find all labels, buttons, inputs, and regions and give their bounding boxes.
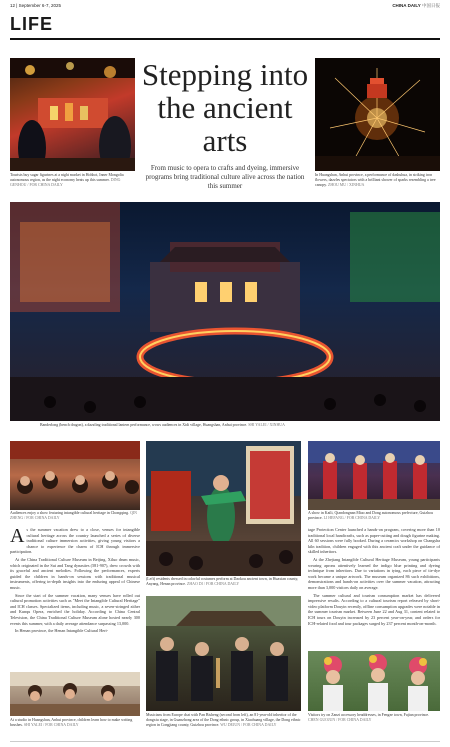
deck: From music to opera to crafts and dyeing, immersive programs bring traditional culture alive across the nation this summer xyxy=(145,164,305,190)
caption-text: Tourists buy sugar figurines at a night market in Hohhot, Inner Mongolia autonomous region, as the night economy heats up this summer. xyxy=(10,173,124,182)
headline: Stepping into the ancient arts xyxy=(141,57,309,158)
article-paragraph: At the China Traditional Culture Museum in Beijing, Xiluo drum music, which originated in the Sui and Tang dynasties (581-907), drew crowds with its graceful and ancient melodies. Following the performances, experts guided the children in hands-on sessions with traditional musical instruments, offering in-depth insights into the enduring appeal of Chinese music. xyxy=(10,556,140,590)
photo-brush-studio xyxy=(10,672,140,716)
iron-flowers-scene xyxy=(315,58,440,171)
dong-musicians-scene xyxy=(146,596,301,711)
henan-parade-scene xyxy=(146,441,301,576)
footer-rule xyxy=(10,741,440,742)
chongqing-audience-scene xyxy=(10,441,140,510)
article-column-3 xyxy=(308,527,440,647)
caption-brush-studio xyxy=(10,718,140,728)
caption-text: Banderlong (bench dragon), a dazzling traditional lantern performance, wows audiences in Xidi village, Huangshan, Anhui province. xyxy=(40,423,248,427)
caption-lantern-show xyxy=(40,423,420,428)
caption-credit: SHI YALEI / FOR CHINA DAILY xyxy=(23,723,79,727)
article-column-1 xyxy=(10,527,140,671)
article-paragraph: tage Protection Center launched a hands-on program, covering more than 10 traditional local handicrafts, such as paper-cutting and dough figurine making. All 60 sessions were fully booked. During a ceramics workshop on Changsha kiln tradition, children engaged with this ancient craft under the guidance of skilled inheritors. xyxy=(308,527,440,555)
photo-chongqing-show xyxy=(10,441,140,510)
caption-text: At a studio in Huangshan, Anhui province, children learn how to make writing brushes. xyxy=(10,718,133,727)
lantern-show-scene xyxy=(10,202,440,421)
photo-headdresses xyxy=(308,651,440,711)
caption-text: In Huangshan, Anhui province, a performance of dashuhua, in striking iron flowers, dazzles spectators with a brilliant shower of sparks resembling a tree canopy. xyxy=(315,173,436,187)
page-date: 12 | September 6-7, 2025 xyxy=(10,3,61,8)
drop-cap: A xyxy=(10,527,25,547)
caption-credit: WU DEJUN / FOR CHINA DAILY xyxy=(220,723,277,727)
photo-lantern-show xyxy=(10,202,440,421)
photo-night-market xyxy=(10,58,135,171)
caption-iron-flowers xyxy=(315,173,440,188)
article-paragraph: At the Zhejiang Intangible Cultural Heritage Museum, young participants wearing aprons attentively learned the indigo blue printing and dyeing technique from inheritors. Due to variations in tying, each piece of tie-dye work became a unique artwork. The museum organized 86 such exhibitions, demonstrations and hands-on activities over the summer vacation, attracting more than 3,000 visitors daily on average. xyxy=(308,556,440,590)
masthead-chinese-name: 中国日报 xyxy=(422,3,440,8)
caption-night-market xyxy=(10,173,135,188)
photo-henan-parade xyxy=(146,441,301,576)
kaili-stage-scene xyxy=(308,441,440,510)
caption-text: Visitors try on Zanzi accessory headdresses, in Fengze town, Fujian province. xyxy=(308,713,430,717)
brush-studio-scene xyxy=(10,672,140,716)
caption-credit: SHI YALEI / XINHUA xyxy=(248,423,285,427)
photo-kaili-show xyxy=(308,441,440,510)
photo-dong-musicians xyxy=(146,596,301,711)
article-paragraph: In Henan province, the Henan Intangible Cultural Heri- xyxy=(15,628,109,634)
photo-iron-flowers xyxy=(315,58,440,171)
caption-credit: LI HEFANG / FOR CHINA DAILY xyxy=(323,516,381,520)
caption-credit: DING GENHOU / FOR CHINA DAILY xyxy=(10,178,121,187)
caption-text: (Left) residents dressed in colorful costumes perform at Daokou ancient town, in Huaxian county, Anyang, Henan province. xyxy=(146,577,299,586)
caption-credit: ZHAO DI / FOR CHINA DAILY xyxy=(186,582,240,586)
caption-credit: ZHOU MU / XINHUA xyxy=(327,183,365,187)
caption-dong-musicians xyxy=(146,713,301,728)
masthead xyxy=(392,3,440,9)
section-title: LIFE xyxy=(10,14,53,34)
caption-credit: CHEN GUOJUN / FOR CHINA DAILY xyxy=(308,718,372,722)
caption-headdresses xyxy=(308,713,440,723)
caption-chongqing-show xyxy=(10,511,140,521)
section-rule xyxy=(10,38,440,40)
article-paragraph: The summer cultural and tourism consumption market has delivered impressive results. According to a cultural tourism report released by short-video platform Douyin recently, offline consumption upgrades were notable in the summer tourism market. Between June 22 and Aug 31, content related to ICH tours on Douyin increased by 23 percent year-on-year, and orders for ICH-related food and tour packages surged by 237 percent month-on-month. xyxy=(308,592,440,626)
night-market-scene xyxy=(10,58,135,171)
masthead-name: CHINA DAILY xyxy=(392,3,421,8)
caption-text: A show in Kaili, Qiandongnan Miao and Dong autonomous prefecture, Guizhou province. xyxy=(308,511,433,520)
caption-credit: QIN ZHENG / FOR CHINA DAILY xyxy=(10,511,137,520)
caption-henan-parade xyxy=(146,577,301,587)
caption-kaili-show xyxy=(308,511,440,521)
article-paragraph: Since the start of the summer vacation, many venues have rolled out cultural promotion activities such as "Meet the Intangible Cultural Heritage" and ICH classes. Specialized items, including music, a seven-stringed zither and Kunqu Opera, enriched the holiday. According to China Central Television, the China Traditional Culture Museum alone hosted nearly 300 events this summer, with a daily average attendance surpassing 13,000. xyxy=(10,592,140,626)
headdresses-scene xyxy=(308,651,440,711)
article-paragraph: s the summer vacation drew to a close, venues for intangible cultural heritage across the country launched a series of diverse traditional culture immersion activities, giving young visitors a chance to experience the charm of ICH through immersive participation. xyxy=(10,527,140,555)
caption-text: Audiences enjoy a show featuring intangible cultural heritage in Chongqing. xyxy=(10,511,130,515)
caption-text: Musicians from Europe chat with Pan Bisheng (second from left), an 81-year-old inheritor of the dongxiu stage, in Guanzhong area of the Dong ethnic group, in Xiaohuang village, the Dong ethnic region in Congjiang county, Guizhou province. xyxy=(146,713,301,727)
